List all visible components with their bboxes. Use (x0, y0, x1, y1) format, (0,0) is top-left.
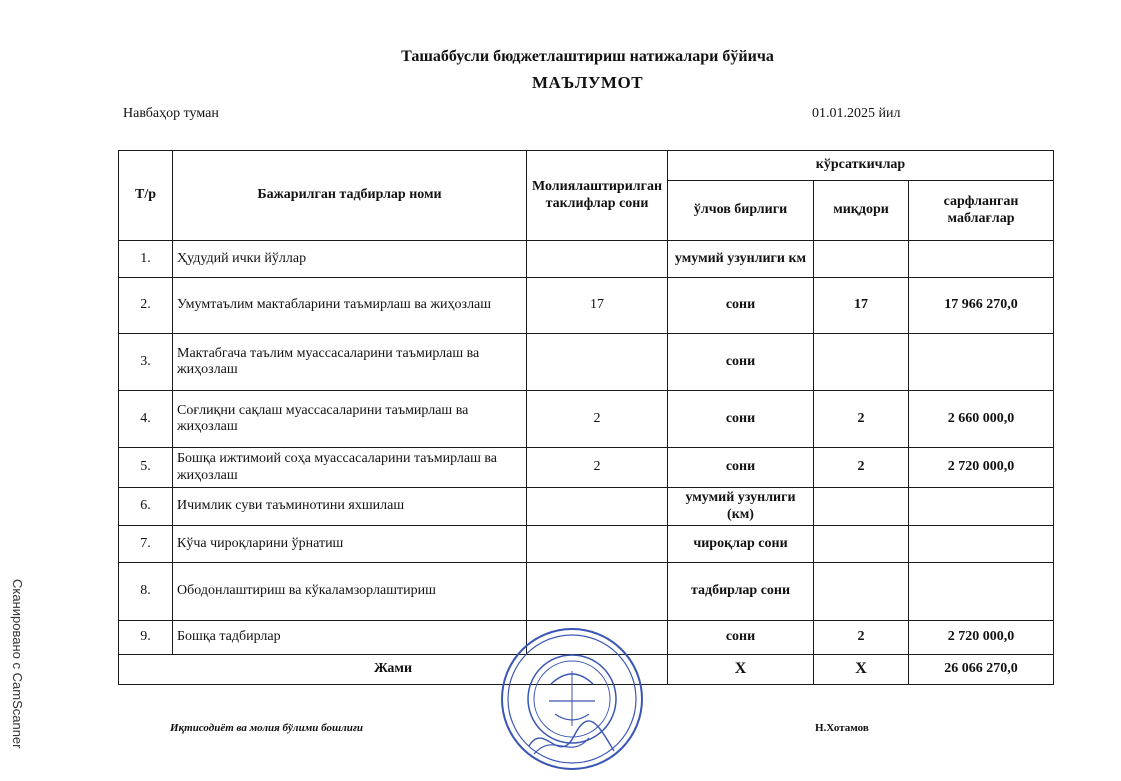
row-proposals: 2 (527, 391, 668, 448)
header-quantity: миқдори (814, 181, 909, 241)
row-unit: сони (668, 391, 814, 448)
right-signature: Н.Хотамов (815, 722, 869, 734)
table-row (119, 448, 1054, 488)
row-proposals (527, 526, 668, 563)
row-num: 1. (119, 241, 173, 278)
row-spent (909, 563, 1054, 621)
total-unit: X (668, 655, 814, 685)
row-proposals (527, 563, 668, 621)
row-name: Кўча чироқларини ўрнатиш (173, 526, 527, 563)
row-quantity (814, 334, 909, 391)
total-quantity: X (814, 655, 909, 685)
row-quantity (814, 241, 909, 278)
row-unit: сони (668, 448, 814, 488)
table-row (119, 334, 1054, 391)
scanner-watermark: Сканировано с CamScanner (10, 579, 25, 749)
header-indicators: кўрсаткичлар (668, 151, 1054, 181)
row-quantity: 2 (814, 621, 909, 655)
row-name: Бошқа ижтимоий соҳа муассасаларини таъмирлаш ва жиҳозлаш (173, 448, 527, 488)
row-spent (909, 241, 1054, 278)
row-quantity (814, 488, 909, 526)
row-unit: сони (668, 278, 814, 334)
row-spent (909, 526, 1054, 563)
row-unit: чироқлар сони (668, 526, 814, 563)
total-label: Жами (119, 655, 668, 685)
row-unit: умумий узунлиги км (668, 241, 814, 278)
row-num: 8. (119, 563, 173, 621)
row-proposals (527, 241, 668, 278)
row-name: Соғлиқни сақлаш муассасаларини таъмирлаш ва жиҳозлаш (173, 391, 527, 448)
row-name: Бошқа тадбирлар (173, 621, 527, 655)
row-num: 3. (119, 334, 173, 391)
row-spent (909, 334, 1054, 391)
row-num: 2. (119, 278, 173, 334)
row-name: Умумтаълим мактабларини таъмирлаш ва жиҳозлаш (173, 278, 527, 334)
title-line1: Ташаббусли бюджетлаштириш натижалари бўйича (401, 48, 774, 65)
row-quantity (814, 563, 909, 621)
row-unit: сони (668, 621, 814, 655)
row-unit: сони (668, 334, 814, 391)
row-num: 6. (119, 488, 173, 526)
row-num: 9. (119, 621, 173, 655)
row-quantity: 2 (814, 448, 909, 488)
table-row (119, 563, 1054, 621)
total-spent: 26 066 270,0 (909, 655, 1054, 685)
table-row (119, 526, 1054, 563)
row-num: 4. (119, 391, 173, 448)
row-num: 5. (119, 448, 173, 488)
header-name: Бажарилган тадбирлар номи (173, 151, 527, 241)
row-unit: умумий узунлиги (км) (668, 488, 814, 526)
row-name: Ҳудудий ички йўллар (173, 241, 527, 278)
row-name: Мактабгача таълим муассасаларини таъмирлаш ва жиҳозлаш (173, 334, 527, 391)
left-signature: Иқтисодиёт ва молия бўлими бошлиғи (170, 722, 364, 734)
row-quantity: 17 (814, 278, 909, 334)
district-label: Навбаҳор туман (123, 106, 219, 121)
row-num: 7. (119, 526, 173, 563)
row-proposals: 17 (527, 278, 668, 334)
date-label: 01.01.2025 йил (812, 106, 901, 121)
row-proposals: 2 (527, 448, 668, 488)
row-name: Ободонлаштириш ва кўкаламзорлаштириш (173, 563, 527, 621)
report-table (118, 150, 1054, 685)
header-num: Т/р (119, 151, 173, 241)
row-quantity (814, 526, 909, 563)
row-spent: 2 660 000,0 (909, 391, 1054, 448)
row-name: Ичимлик суви таъминотини яхшилаш (173, 488, 527, 526)
title-line2: МАЪЛУМОТ (531, 73, 644, 92)
header-proposals: Молиялаштирилган таклифлар сони (527, 151, 668, 241)
header-unit: ўлчов бирлиги (668, 181, 814, 241)
row-proposals (527, 488, 668, 526)
row-spent (909, 488, 1054, 526)
official-stamp-icon (499, 626, 645, 772)
row-spent: 17 966 270,0 (909, 278, 1054, 334)
row-quantity: 2 (814, 391, 909, 448)
row-unit: тадбирлар сони (668, 563, 814, 621)
header-spent: сарфланган маблағлар (909, 181, 1054, 241)
row-proposals (527, 334, 668, 391)
row-spent: 2 720 000,0 (909, 448, 1054, 488)
row-spent: 2 720 000,0 (909, 621, 1054, 655)
table-row (119, 488, 1054, 526)
table-row (119, 241, 1054, 278)
table-row (119, 278, 1054, 334)
table-row (119, 391, 1054, 448)
